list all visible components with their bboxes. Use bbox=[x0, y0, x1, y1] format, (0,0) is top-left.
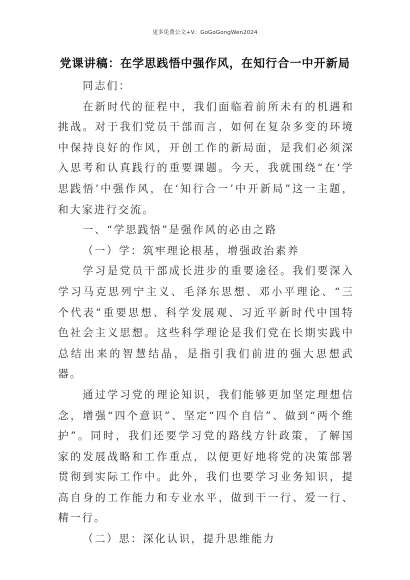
greeting: 同志们： bbox=[82, 80, 131, 92]
paragraph-study-2: 通过学习党的理论知识，我们能够更加坚定理想信念，增强“四个意识”、坚定“四个自信”、做到“两个维护”。同时，我们还要学习党的路线方针政策，了解国家的发展战略和工作重点，以便更好地将党的决策部署贯彻到实际工作中。此外，我们也要学习业务知识，提高自身的工作能力和专业水平，做到干一行、爱一行、精一行。 bbox=[58, 388, 354, 525]
subsection-heading-2: （二）思：深化认识，提升思维能力 bbox=[82, 533, 276, 546]
subsection-heading-1: （一）学：筑牢理论根基，增强政治素养 bbox=[82, 244, 300, 257]
section-heading-1: 一、“学思践悟”是强作风的必由之路 bbox=[82, 224, 278, 237]
paragraph-intro: 在新时代的征程中，我们面临着前所未有的机遇和挑战。对于我们党员干部而言，如何在复杂多变的环境中保持良好的作风，开创工作的新局面，是我们必须深入思考和认真践行的重要课题。今天，我就围绕“在‘学思践悟’中强作风，在‘知行合一’中开新局”这一主题，和大家进行交流。 bbox=[58, 100, 354, 216]
document-body bbox=[58, 76, 354, 550]
paragraph-study-1: 学习是党员干部成长进步的重要途径。我们要深入学习马克思列宁主义、毛泽东思想、邓小平理论、“三个代表”重要思想、科学发展观、习近平新时代中国特色社会主义思想。这些科学理论是我们党在长期实践中总结出来的智慧结晶，是指引我们前进的强大思想武器。 bbox=[58, 265, 354, 381]
header-note: 更多免费公文+V：GoGoGongWen2024 bbox=[152, 30, 258, 36]
page-title: 党课讲稿：在学思践悟中强作风，在知行合一中开新局 bbox=[59, 56, 351, 70]
